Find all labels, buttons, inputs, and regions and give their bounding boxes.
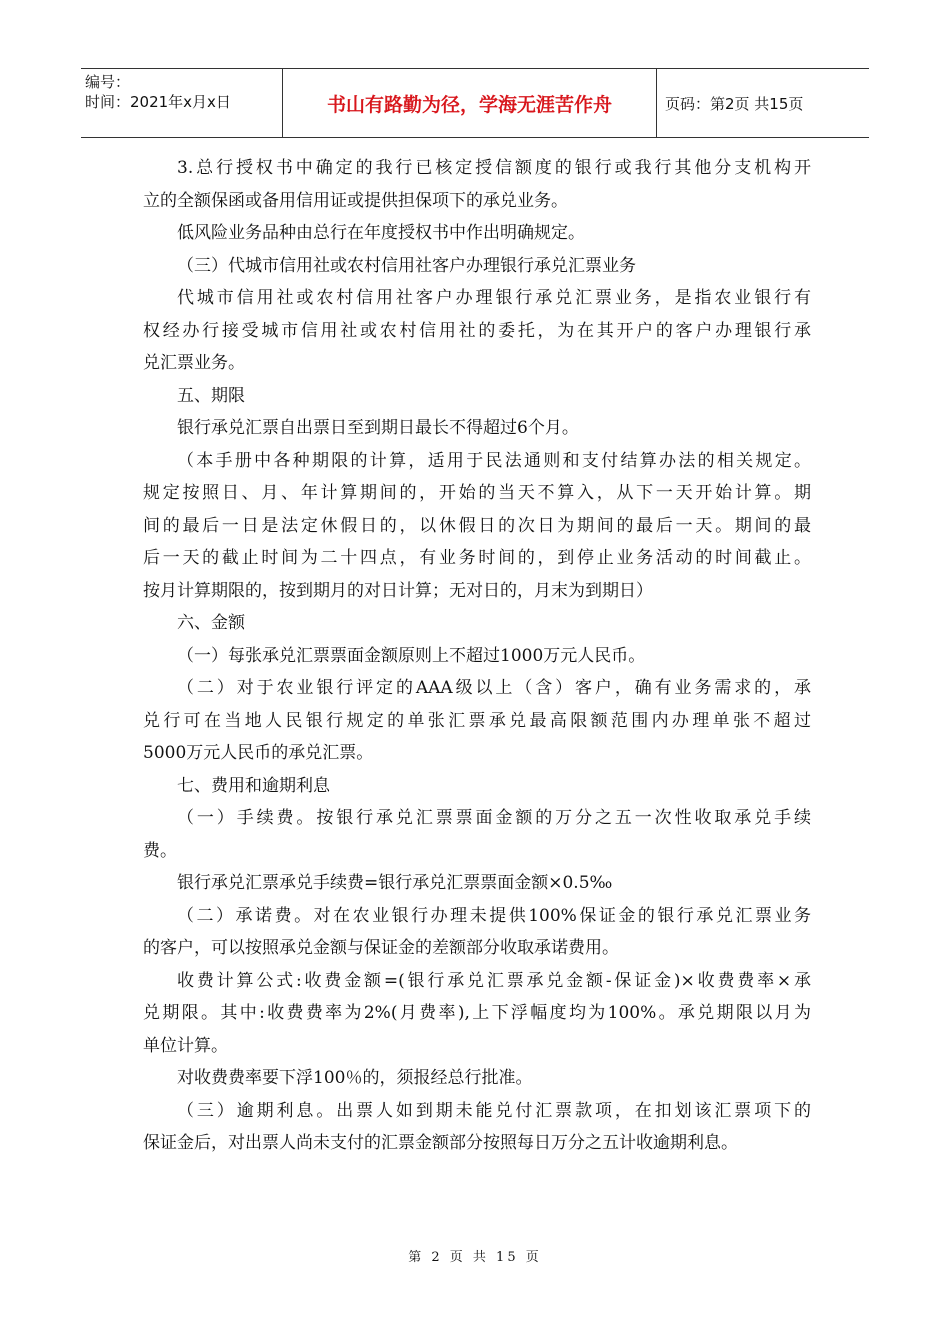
text-line: 收费计算公式:收费金额=(银行承兑汇票承兑金额-保证金)×收费费率×承 [177, 970, 811, 991]
text-line: （二）对于农业银行评定的AAA级以上（含）客户，确有业务需求的，承 [177, 678, 811, 698]
paragraph [143, 900, 811, 965]
header-page-info: 页码：第2页 共15页 [665, 94, 804, 113]
header-slogan: 书山有路勤为径，学海无涯苦作舟 [283, 69, 657, 137]
text-line: 银行承兑汇票承兑手续费=银行承兑汇票票面金额×0.5‰ [177, 873, 613, 893]
text-line: 代城市信用社或农村信用社客户办理银行承兑汇票业务，是指农业银行有 [177, 288, 811, 308]
text-line: 七、费用和逾期利息 [177, 775, 330, 796]
text-line: 3.总行授权书中确定的我行已核定授信额度的银行或我行其他分支机构开 [177, 158, 811, 178]
page-footer: 第 2 页 共 15 页 [408, 1250, 542, 1265]
text-line: 五、期限 [177, 385, 245, 406]
text-line: 单位计算。 [143, 1035, 228, 1056]
text-line: 对收费费率要下浮100％的，须报经总行批准。 [177, 1068, 533, 1088]
text-line: （三）逾期利息。出票人如到期未能兑付汇票款项，在扣划该汇票项下的 [177, 1100, 811, 1121]
paragraph [143, 867, 811, 900]
text-line: 银行承兑汇票自出票日至到期日最长不得超过6个月。 [177, 418, 579, 438]
document-number-label: 编号： [85, 73, 131, 91]
text-line: 5000万元人民币的承兑汇票。 [143, 743, 374, 763]
text-line: 间的最后一日是法定休假日的，以休假日的次日为期间的最后一天。期间的最 [143, 515, 811, 536]
text-line: 权经办行接受城市信用社或农村信用社的委托，为在其开户的客户办理银行承 [143, 320, 811, 341]
page-header [81, 68, 869, 138]
text-line: （一）每张承兑汇票票面金额原则上不超过1000万元人民币。 [177, 645, 646, 666]
header-meta [81, 69, 283, 137]
text-line: （一）手续费。按银行承兑汇票票面金额的万分之五一次性收取承兑手续 [177, 808, 811, 828]
paragraph [143, 282, 811, 380]
text-line: 的客户，可以按照承兑金额与保证金的差额部分收取承诺费用。 [143, 938, 619, 958]
paragraph [143, 802, 811, 867]
text-line: 规定按照日、月、年计算期间的，开始的当天不算入，从下一天开始计算。期 [143, 483, 811, 503]
paragraph [143, 672, 811, 770]
text-line: 费。 [143, 840, 177, 861]
paragraph [143, 965, 811, 1063]
paragraph [143, 412, 811, 445]
paragraph [143, 380, 811, 413]
paragraph [143, 445, 811, 608]
text-line: （二）承诺费。对在农业银行办理未提供100%保证金的银行承兑汇票业务 [177, 905, 811, 926]
text-line: 立的全额保函或备用信用证或提供担保项下的承兑业务。 [143, 190, 568, 211]
text-line: 按月计算期限的，按到期月的对日计算；无对日的，月末为到期日） [143, 580, 653, 601]
text-line: 兑行可在当地人民银行规定的单张汇票承兑最高限额范围内办理单张不超过 [143, 710, 811, 731]
text-line: 保证金后，对出票人尚未支付的汇票金额部分按照每日万分之五计收逾期利息。 [143, 1133, 738, 1153]
document-body [143, 152, 811, 1160]
paragraph [143, 607, 811, 640]
text-line: 低风险业务品种由总行在年度授权书中作出明确规定。 [177, 223, 585, 243]
paragraph [143, 770, 811, 803]
paragraph [143, 1095, 811, 1160]
text-line: 兑汇票业务。 [143, 353, 245, 373]
text-line: （本手册中各种期限的计算，适用于民法通则和支付结算办法的相关规定。 [177, 450, 811, 471]
paragraph [143, 1062, 811, 1095]
text-line: 六、金额 [177, 613, 245, 633]
paragraph [143, 217, 811, 250]
document-time-label: 时间：2021年x月x日 [85, 93, 231, 111]
paragraph [143, 250, 811, 283]
text-line: （三）代城市信用社或农村信用社客户办理银行承兑汇票业务 [177, 255, 636, 276]
paragraph [143, 152, 811, 217]
text-line: 兑期限。其中:收费费率为2%(月费率),上下浮幅度均为100%。承兑期限以月为 [143, 1003, 811, 1023]
text-line: 后一天的截止时间为二十四点，有业务时间的，到停止业务活动的时间截止。 [143, 548, 811, 568]
paragraph [143, 640, 811, 673]
